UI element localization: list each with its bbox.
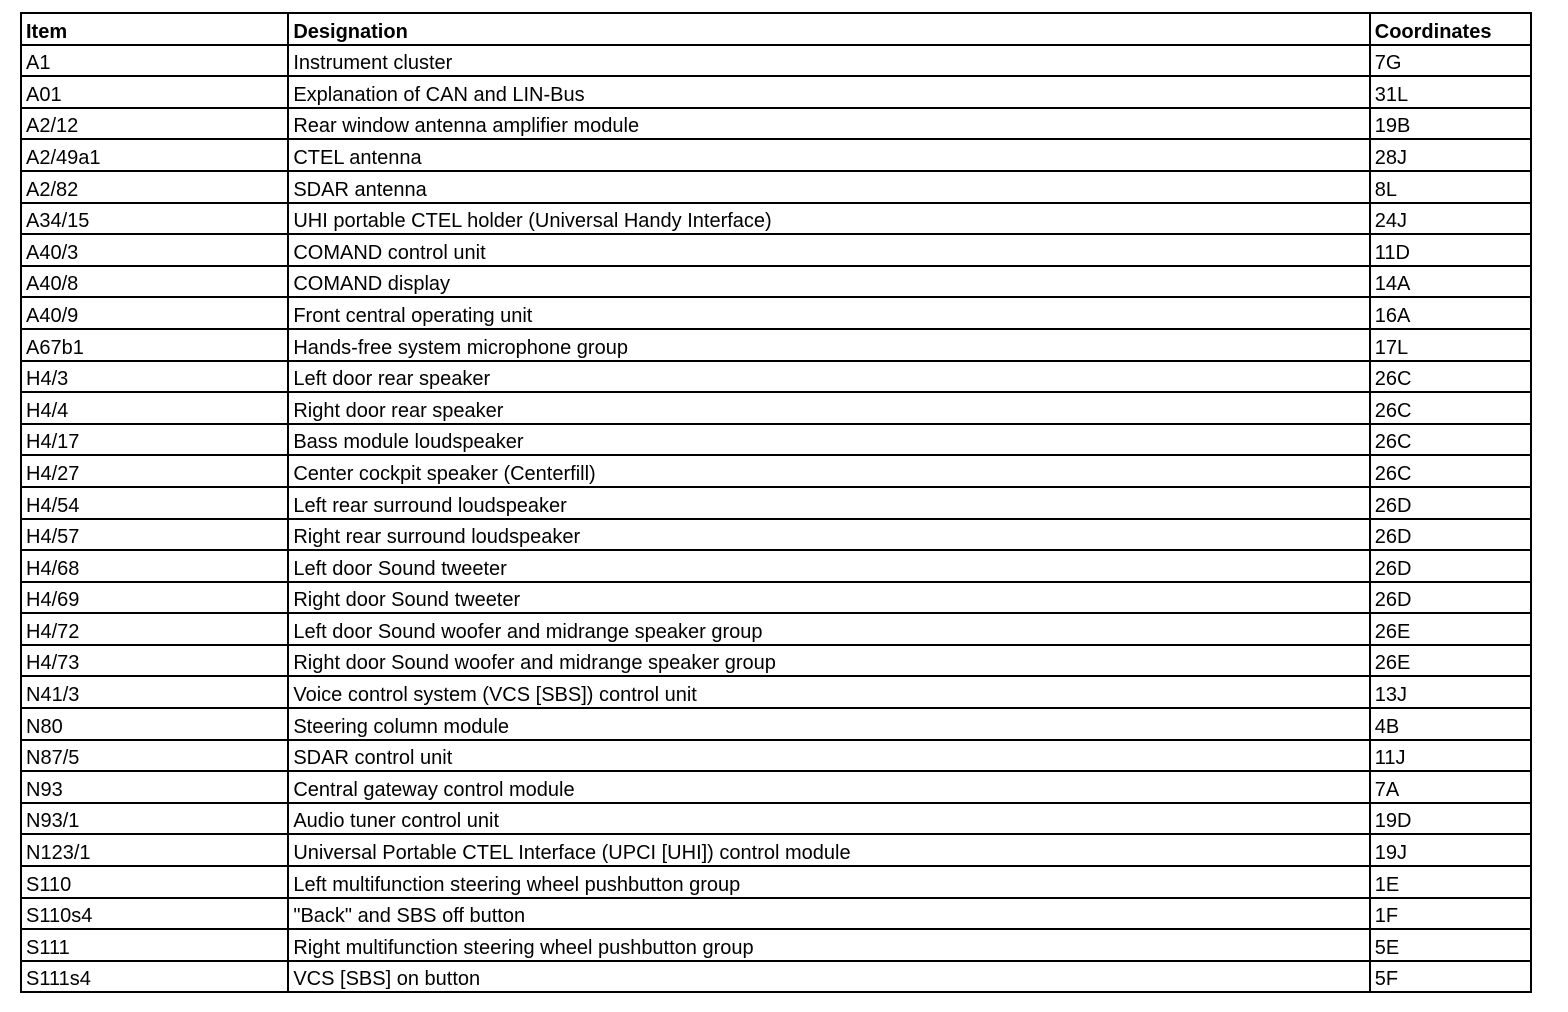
cell-designation: SDAR antenna: [288, 171, 1369, 203]
cell-item: H4/73: [21, 645, 288, 677]
cell-coordinates: 5F: [1370, 961, 1531, 993]
cell-item: H4/69: [21, 582, 288, 614]
cell-item: A67b1: [21, 329, 288, 361]
cell-coordinates: 26C: [1370, 392, 1531, 424]
cell-item: H4/54: [21, 487, 288, 519]
table-row: [21, 645, 1531, 677]
cell-designation: Left rear surround loudspeaker: [288, 487, 1369, 519]
table-row: [21, 803, 1531, 835]
cell-item: N93: [21, 771, 288, 803]
cell-item: S110: [21, 866, 288, 898]
cell-item: H4/68: [21, 550, 288, 582]
cell-coordinates: 26C: [1370, 455, 1531, 487]
cell-coordinates: 7A: [1370, 771, 1531, 803]
cell-coordinates: 28J: [1370, 139, 1531, 171]
cell-item: S111: [21, 929, 288, 961]
cell-designation: Bass module loudspeaker: [288, 424, 1369, 456]
cell-designation: Left door Sound woofer and midrange speaker group: [288, 613, 1369, 645]
table-row: [21, 139, 1531, 171]
cell-coordinates: 26E: [1370, 645, 1531, 677]
cell-item: A40/8: [21, 266, 288, 298]
cell-designation: Right door Sound woofer and midrange speaker group: [288, 645, 1369, 677]
cell-designation: Front central operating unit: [288, 297, 1369, 329]
cell-designation: Left multifunction steering wheel pushbutton group: [288, 866, 1369, 898]
cell-designation: Instrument cluster: [288, 45, 1369, 77]
cell-item: S110s4: [21, 898, 288, 930]
cell-designation: Central gateway control module: [288, 771, 1369, 803]
cell-item: H4/4: [21, 392, 288, 424]
cell-designation: Audio tuner control unit: [288, 803, 1369, 835]
cell-item: A34/15: [21, 203, 288, 235]
cell-designation: Rear window antenna amplifier module: [288, 108, 1369, 140]
cell-coordinates: 26D: [1370, 519, 1531, 551]
table-row: [21, 740, 1531, 772]
table-row: [21, 203, 1531, 235]
cell-item: A1: [21, 45, 288, 77]
table-row: [21, 613, 1531, 645]
cell-item: N87/5: [21, 740, 288, 772]
table-body: [21, 45, 1531, 993]
table-row: [21, 392, 1531, 424]
cell-item: H4/57: [21, 519, 288, 551]
cell-coordinates: 19D: [1370, 803, 1531, 835]
cell-coordinates: 26C: [1370, 424, 1531, 456]
table-row: [21, 708, 1531, 740]
cell-item: S111s4: [21, 961, 288, 993]
table-row: [21, 361, 1531, 393]
cell-item: A40/9: [21, 297, 288, 329]
cell-coordinates: 5E: [1370, 929, 1531, 961]
cell-item: H4/3: [21, 361, 288, 393]
table-row: [21, 866, 1531, 898]
table-row: [21, 171, 1531, 203]
header-item: Item: [21, 13, 288, 45]
table-row: [21, 929, 1531, 961]
header-designation: Designation: [288, 13, 1369, 45]
cell-designation: Voice control system (VCS [SBS]) control unit: [288, 676, 1369, 708]
cell-designation: SDAR control unit: [288, 740, 1369, 772]
cell-designation: Left door Sound tweeter: [288, 550, 1369, 582]
cell-designation: VCS [SBS] on button: [288, 961, 1369, 993]
cell-designation: CTEL antenna: [288, 139, 1369, 171]
cell-designation: UHI portable CTEL holder (Universal Handy Interface): [288, 203, 1369, 235]
cell-designation: Right door Sound tweeter: [288, 582, 1369, 614]
table-row: [21, 234, 1531, 266]
table-row: [21, 76, 1531, 108]
table-row: [21, 961, 1531, 993]
header-row: [21, 13, 1531, 45]
table-header: [21, 13, 1531, 45]
cell-coordinates: 26D: [1370, 582, 1531, 614]
table-row: [21, 455, 1531, 487]
cell-coordinates: 26D: [1370, 550, 1531, 582]
table-row: [21, 424, 1531, 456]
cell-designation: Right rear surround loudspeaker: [288, 519, 1369, 551]
header-coordinates: Coordinates: [1370, 13, 1531, 45]
cell-coordinates: 26D: [1370, 487, 1531, 519]
cell-designation: COMAND display: [288, 266, 1369, 298]
table-row: [21, 582, 1531, 614]
cell-designation: COMAND control unit: [288, 234, 1369, 266]
cell-coordinates: 4B: [1370, 708, 1531, 740]
cell-item: A2/12: [21, 108, 288, 140]
table-row: [21, 676, 1531, 708]
table-row: [21, 550, 1531, 582]
cell-coordinates: 8L: [1370, 171, 1531, 203]
cell-item: H4/17: [21, 424, 288, 456]
cell-designation: Steering column module: [288, 708, 1369, 740]
table-row: [21, 519, 1531, 551]
cell-coordinates: 1E: [1370, 866, 1531, 898]
cell-coordinates: 19B: [1370, 108, 1531, 140]
cell-item: H4/72: [21, 613, 288, 645]
cell-coordinates: 16A: [1370, 297, 1531, 329]
cell-designation: Right door rear speaker: [288, 392, 1369, 424]
cell-designation: Right multifunction steering wheel pushbutton group: [288, 929, 1369, 961]
cell-coordinates: 1F: [1370, 898, 1531, 930]
cell-coordinates: 11D: [1370, 234, 1531, 266]
table-row: [21, 297, 1531, 329]
table-row: [21, 108, 1531, 140]
cell-item: A2/82: [21, 171, 288, 203]
table-row: [21, 898, 1531, 930]
cell-item: N93/1: [21, 803, 288, 835]
table-row: [21, 45, 1531, 77]
cell-designation: Universal Portable CTEL Interface (UPCI [UHI]) control module: [288, 834, 1369, 866]
cell-item: N80: [21, 708, 288, 740]
cell-designation: "Back" and SBS off button: [288, 898, 1369, 930]
cell-coordinates: 24J: [1370, 203, 1531, 235]
cell-coordinates: 14A: [1370, 266, 1531, 298]
cell-coordinates: 7G: [1370, 45, 1531, 77]
cell-coordinates: 19J: [1370, 834, 1531, 866]
table-row: [21, 329, 1531, 361]
cell-item: N41/3: [21, 676, 288, 708]
component-legend-table: [20, 12, 1532, 993]
table-row: [21, 487, 1531, 519]
cell-item: A01: [21, 76, 288, 108]
cell-designation: Left door rear speaker: [288, 361, 1369, 393]
cell-item: A2/49a1: [21, 139, 288, 171]
cell-coordinates: 26E: [1370, 613, 1531, 645]
cell-coordinates: 31L: [1370, 76, 1531, 108]
cell-coordinates: 13J: [1370, 676, 1531, 708]
cell-coordinates: 26C: [1370, 361, 1531, 393]
table-row: [21, 771, 1531, 803]
table-row: [21, 266, 1531, 298]
cell-item: H4/27: [21, 455, 288, 487]
cell-coordinates: 17L: [1370, 329, 1531, 361]
cell-designation: Hands-free system microphone group: [288, 329, 1369, 361]
cell-item: A40/3: [21, 234, 288, 266]
cell-item: N123/1: [21, 834, 288, 866]
cell-coordinates: 11J: [1370, 740, 1531, 772]
cell-designation: Center cockpit speaker (Centerfill): [288, 455, 1369, 487]
cell-designation: Explanation of CAN and LIN-Bus: [288, 76, 1369, 108]
table-row: [21, 834, 1531, 866]
